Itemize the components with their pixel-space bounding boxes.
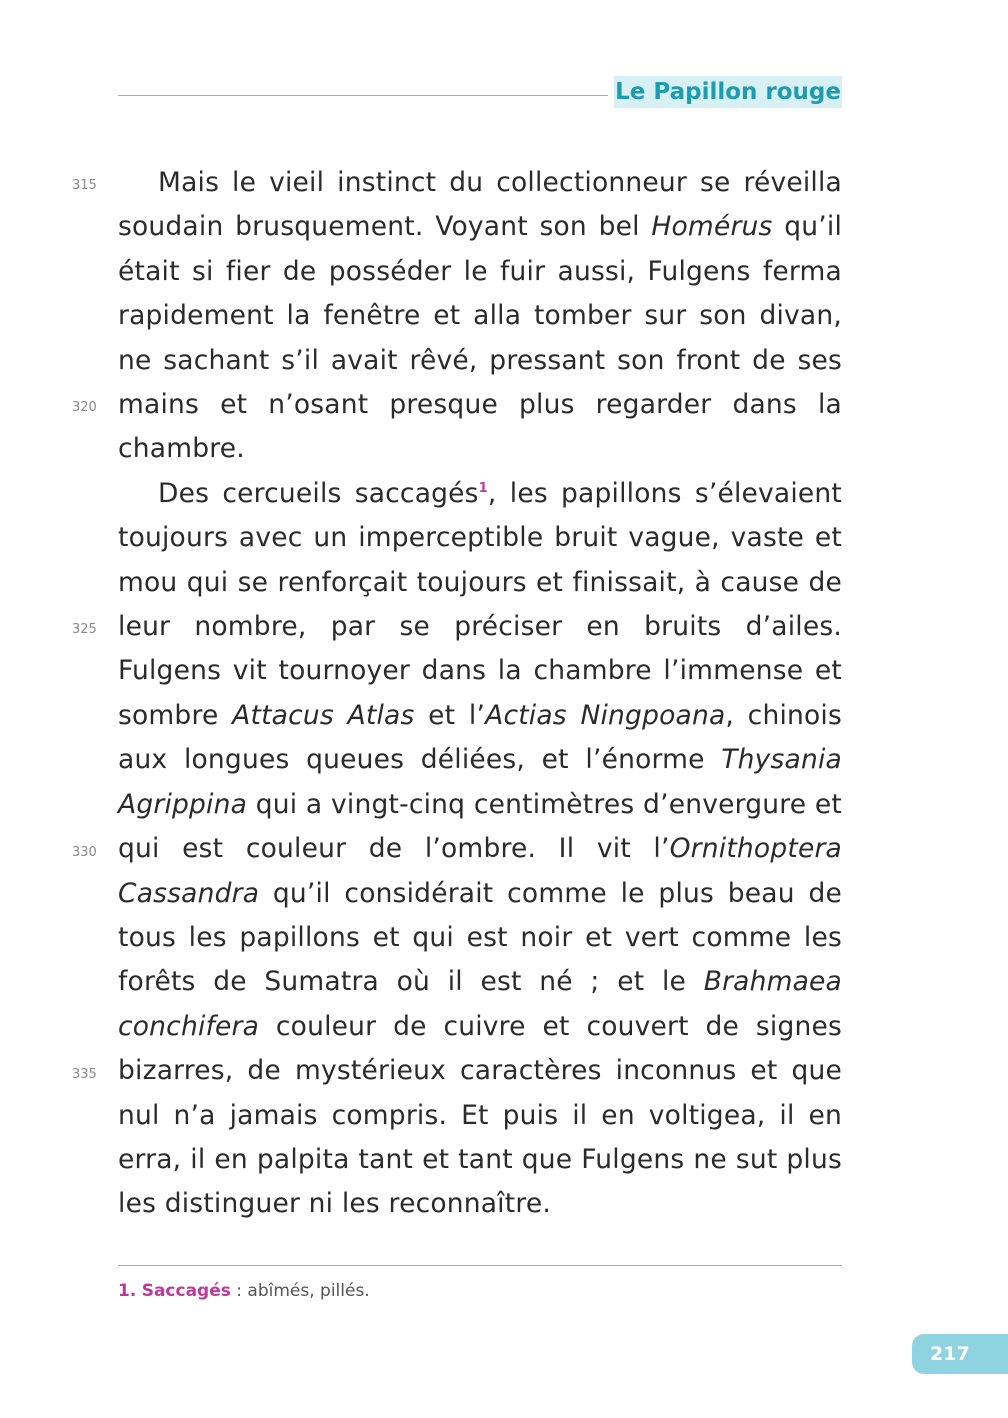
footnote-term: Saccagés xyxy=(141,1281,231,1301)
page-number: 217 xyxy=(930,1343,970,1365)
body-text xyxy=(118,161,842,1227)
paragraph-1: Mais le vieil instinct du collectionneur se réveilla soudain brusquement. Voyant son bel Homérus qu’il était si fier de posséder le fuir aussi, Fulgens ferma rapidement la fenêtre et alla tomber sur son divan, ne sachant s’il avait rêvé, pressant son front de ses mains et n’osant presque plus regarder dans la chambre. xyxy=(118,167,843,465)
footnote-reference[interactable]: 1 xyxy=(478,481,488,497)
running-title: Le Papillon rouge xyxy=(614,76,842,108)
footnote-definition: : abîmés, pillés. xyxy=(230,1281,370,1301)
footnote-rule xyxy=(118,1265,842,1266)
line-number: 325 xyxy=(72,622,97,637)
line-number: 335 xyxy=(72,1067,97,1082)
paragraph-2: Des cercueils saccagés$^1$, les papillons s’élevaient toujours avec un imperceptible bruit vague, vaste et mou qui se renforçait toujours et finissait, à cause de leur nombre, par se préciser en bruits d’ailes. Fulgens vit tournoyer dans la chambre l’immense et sombre Attacus Atlas et l’Actias Ningpoana, chinois aux longues queues déliées, et l’énorme Thysania Agrippina qui a vingt-cinq centimètres d’envergure et qui est couleur de l’ombre. Il vit l’Ornithoptera Cassandra qu’il considérait comme le plus beau de tous les papillons et qui est noir et vert comme les forêts de Sumatra où il est né ; et le Brahmaea conchifera couleur de cuivre et couvert de signes bizarres, de mystérieux caractères inconnus et que nul n’a jamais compris. Et puis il en voltigea, il en erra, il en palpita tant et tant que Fulgens ne sut plus les distinguer ni les reconnaître. xyxy=(118,477,842,1220)
page-number-tab xyxy=(912,1334,1008,1374)
line-number: 320 xyxy=(72,400,97,415)
line-number: 330 xyxy=(72,845,97,860)
header-rule xyxy=(118,95,608,96)
line-number: 315 xyxy=(72,178,97,193)
footnote-number: 1. xyxy=(118,1281,137,1301)
footnote xyxy=(118,1281,370,1301)
